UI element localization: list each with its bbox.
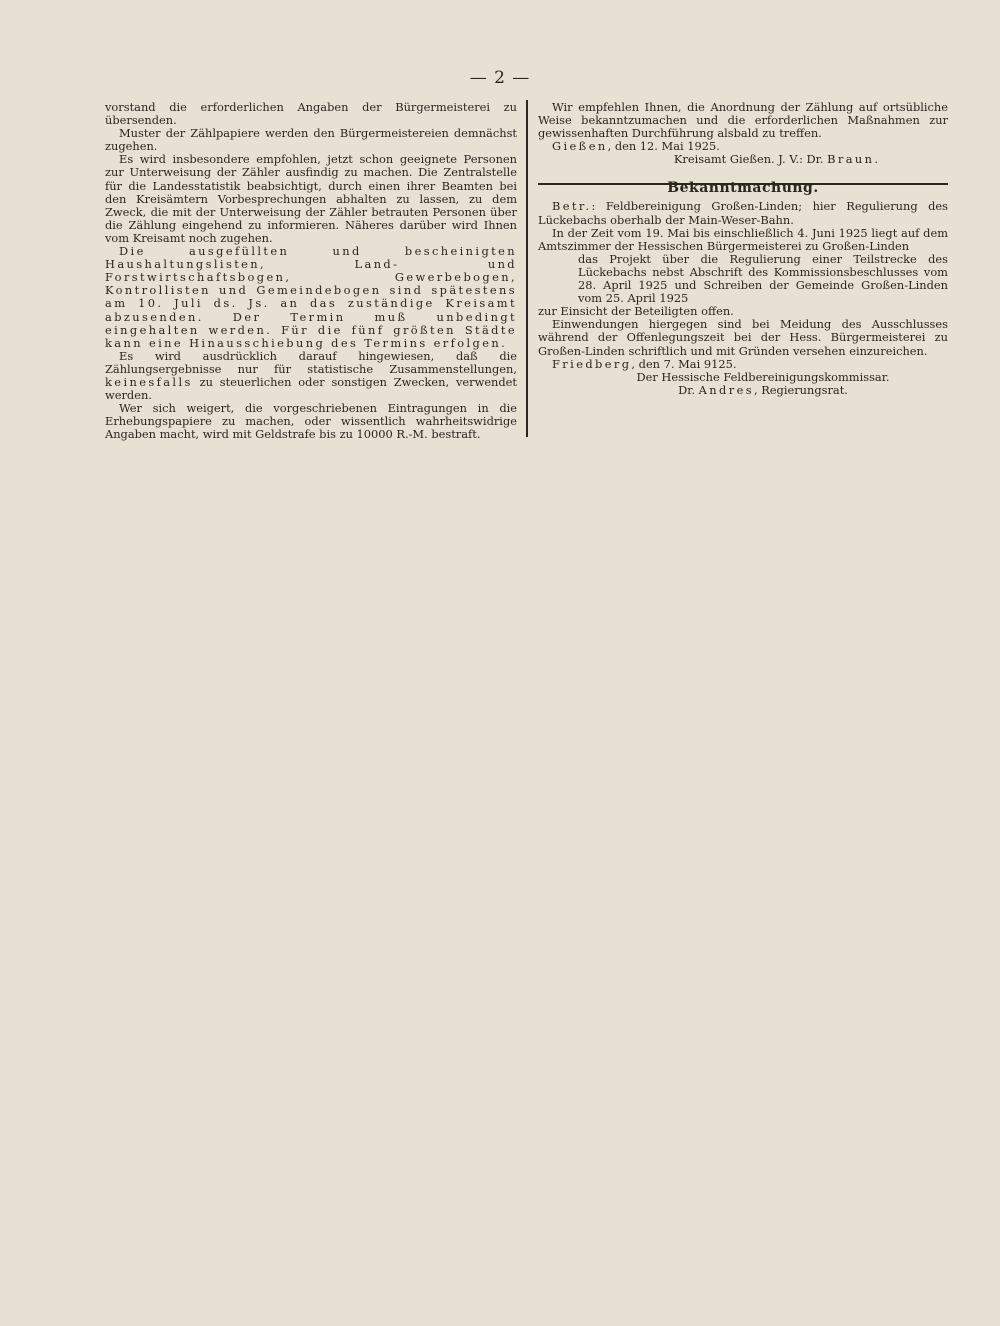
announcement-title: Bekanntmachung. [667,180,819,197]
signature-line [538,153,948,166]
paragraph: Wer sich weigert, die vorgeschriebenen Eintragungen in die Erhebungspapiere zu machen, oder wissentlich wahrheitswidrige Angaben macht, wird mit Geldstrafe bis zu 10000 R.-M. bestraft. [105,401,517,442]
text-run: Es wird ausdrücklich darauf hingewiesen, daß die Zählungsergebnisse nur für statistische Zusammenstellungen, [105,348,517,376]
paragraph: In der Zeit vom 19. Mai bis einschließlich 4. Juni 1925 liegt auf dem Amtszimmer der Hessischen Bürgermeisterei zu Großen-Linden [538,225,948,253]
column-divider [526,100,528,437]
right-column [538,101,948,397]
paragraph: Es wird insbesondere empfohlen, jetzt schon geeignete Personen zur Unterweisung der Zähler ausfindig zu machen. Die Zentralstelle für die Landesstatistik beabsichtigt, durch einen ihrer Beamten bei den Kreisämtern Vorbesprechungen abhalten zu lassen, zu dem Zweck, die mit der Unterweisung der Zähler betrauten Personen über die Zählung eingehend zu informieren. Näheres darüber wird Ihnen vom Kreisamt noch zugehen. [105,152,517,245]
signature-name: Andres [698,382,754,397]
signature-text: . [874,152,878,167]
subject-label: Betr. [552,199,592,214]
text-run: zu steuerlichen oder sonstigen Zwecken, verwendet werden. [105,374,517,403]
signature-line: Der Hessische Feldbereinigungskommissar. [636,369,890,384]
subject-line [538,200,948,226]
date-text: , den 12. Mai 1925. [607,139,720,154]
signature-text: Kreisamt Gießen. J. V.: Dr. [673,152,828,167]
paragraph: Einwendungen hiergegen sind bei Meidung des Ausschlusses während der Offenlegungszeit bei der Hess. Bürgermeisterei zu Großen-Linden schriftlich und mit Gründen versehen einzureichen. [538,317,948,358]
indented-paragraph: das Projekt über die Regulierung einer Teilstrecke des Lückebachs nebst Abschrift des Kommissionsbeschlusses vom 28. April 1925 und Schreiben der Gemeinde Großen-Linden vom 25. April 1925 [578,251,948,306]
paragraph: zur Einsicht der Beteiligten offen. [538,304,734,319]
signature-text: Dr. [678,382,699,397]
left-column [105,101,517,441]
date-text: , den 7. Mai 9125. [631,356,737,371]
signature-name: Braun [827,152,875,167]
paragraph: Muster der Zählpapiere werden den Bürgermeistereien demnächst zugehen. [105,126,517,154]
page-number: — 2 — [469,68,531,88]
signature-line [538,384,948,397]
place-name: Gießen [552,139,608,154]
paragraph: Wir empfehlen Ihnen, die Anordnung der Zählung auf ortsübliche Weise bekanntzumachen und die erforderlichen Maßnahmen zur gewissenhaften Durchführung alsbald zu treffen. [538,100,948,141]
subject-text: : Feldbereinigung Großen-Linden; hier Regulierung des Lückebachs oberhalb der Main-Weser-Bahn. [538,199,948,227]
emphasized-word: keinesfalls [105,374,193,389]
paragraph [105,350,517,402]
place-name: Friedberg [552,356,632,371]
emphasized-paragraph: Die ausgefüllten und bescheinigten Haushaltungslisten, Land- und Forstwirtschaftsbogen, Gewerbebogen, Kontrollisten und Gemeindebogen sind spätestens am 10. Juli ds. Js. an das zuständige Kreisamt abzusenden. Der Termin muß unbedingt eingehalten werden. Für die fünf größten Städte kann eine Hinausschiebung des Termins erfolgen. [105,244,517,350]
paragraph: vorstand die erforderlichen Angaben der Bürgermeisterei zu übersenden. [105,100,517,128]
signature-text: , Regierungsrat. [753,382,848,397]
date-line [538,358,948,371]
